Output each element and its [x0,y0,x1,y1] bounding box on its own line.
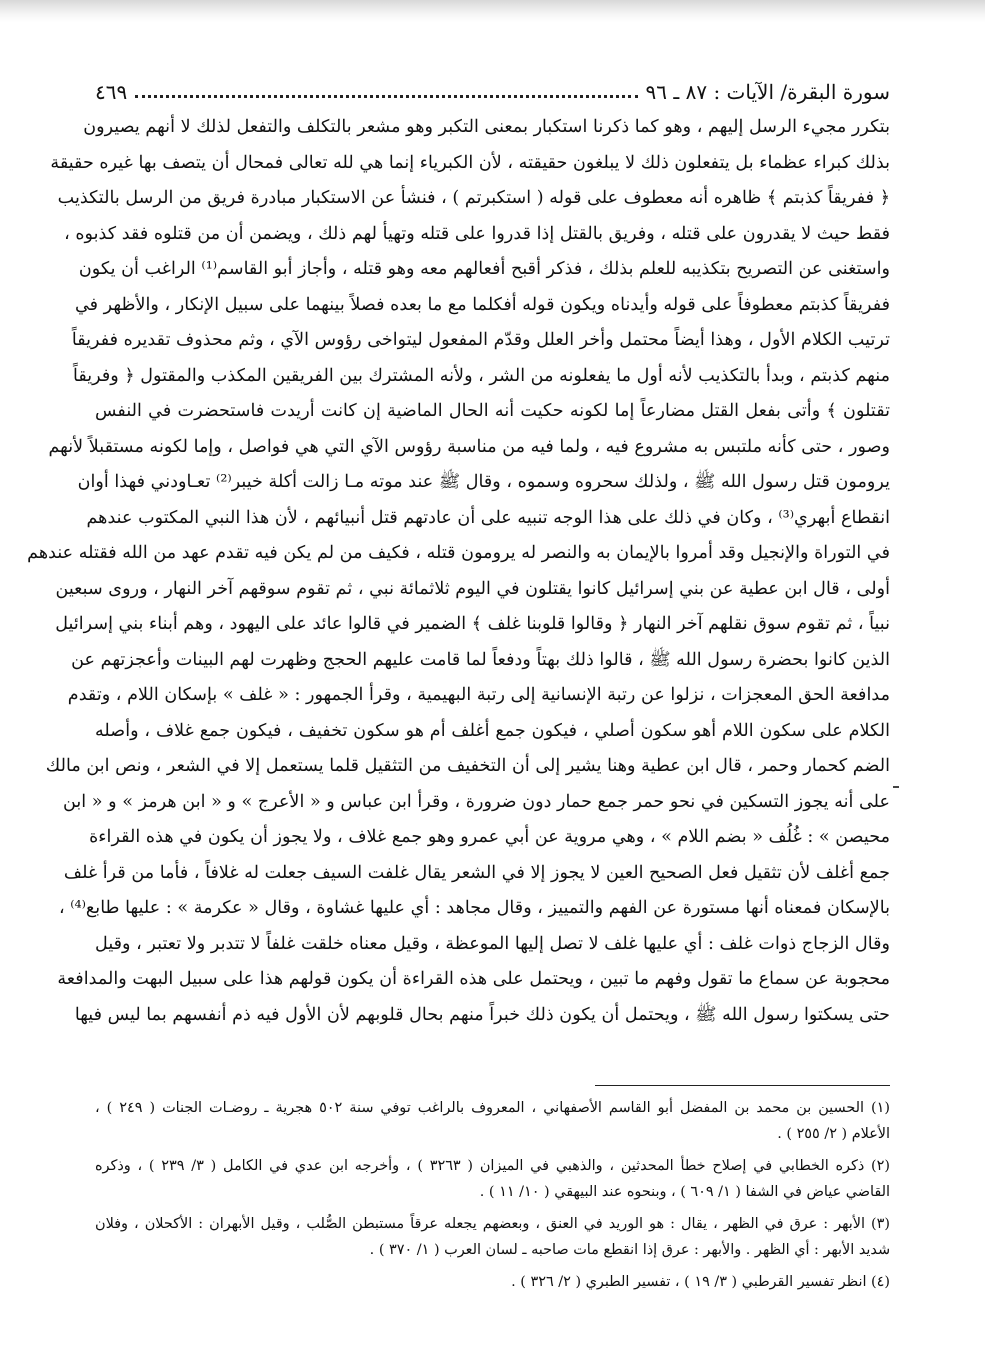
body-line: الكلام على سكون اللام أهو سكون أصلي ، فيكون جمع أغلف أم هو سكون تخفيف ، فيكون جمع غلاف ، وأصله [95,720,890,741]
body-line: جمع أغلف لأن تثقيل فعل الصحيح العين لا يجوز إلا في الشعر يقال غلفت السيف جعلت له غلافاً ، فأما من قرأ غلف [63,862,890,883]
footnote-line: القاضي عياض في الشفا ( ١/ ٦٠٩ ) ، وبنحوه عند البيهقي ( ١٠/ ١١ ) . [479,1184,890,1200]
body-line: ففريقاً كذبتم معطوفاً على قوله وأيدناه ويكون قوله أفكلما مع ما بعده فصلاً بينهما على سبيل الإنكار ، والأظهر في [75,294,890,315]
body-line: حتى يسكتوا رسول الله ﷺ ، ويحتمل أن يكون ذلك خبراً منهم بحال قلوبهم لأن الأول فيه ذم أنفسهم بما ليس فيها [74,1004,890,1025]
body-line: ﴿ ففريقاً كذبتم ﴾ ظاهره أنه معطوف على قوله ( استكبرتم ) ، فنشأ عن الاستكبار مبادرة فريق من الرسل بالتكذيب [57,188,890,208]
body-line: نبياً ، ثم تقوم سوق نقلهم آخر النهار ﴿ وقالوا قلوبنا غلف ﴾ الضمير في قالوا عائد على اليهود ، وهم أبناء بني إسرائيل [55,614,890,634]
footnote-2 [95,1153,890,1205]
footnote-separator [595,1085,890,1086]
footnote-line: (٤) انظر تفسير القرطبي ( ٣/ ١٩ ) ، تفسير الطبري ( ٢/ ٣٢٦ ) . [511,1274,890,1290]
body-line: ترتيب الكلام الأول ، وهذا أيضاً محتمل وأخر العلل وقدّم المفعول ليتواخى رؤوس الآي ، وثم محذوف تقديره ففريقاً [71,330,890,350]
body-line: مدافعة الحق المعجزات ، نزلوا عن رتبة الإنسانية إلى رتبة البهيمية ، وقرأ الجمهور : « غلف » بإسكان اللام ، وتقدم [67,685,890,705]
footnotes [95,1095,890,1295]
footnote-3 [95,1211,890,1263]
scan-top-edge [0,0,985,22]
footnote-line: الأعلام ( ٢/ ٢٥٥ ) . [777,1126,890,1142]
body-line: الذين كانوا بحضرة رسول الله ﷺ ، قالوا ذلك بهتاً ودفعاً لما قامت عليهم الحجج وظهرت لهم البينات وأعجزتهم عن [71,649,890,670]
body-line: في التوراة والإنجيل وقد أمروا بالإيمان به والنصر له يرومون قتله ، فكيف من لم يكن فيه تقدم عهد من الله فقتله عندهم [27,543,890,563]
tafsir-body [27,110,890,1033]
body-line: بذلك كبراء عظماء بل يتفعلون ذلك لا يبلغون حقيقته ، لأن الكبرياء إنما هي لله تعالى فمحال أن يتصف بها غيره حقيقة [50,152,890,173]
body-line: محجوبة عن سماع ما تقول وفهم ما تبين ، ويحتمل على هذه القراءة أن يكون قولهم هذا على سبيل البهت والمدافعة [57,969,890,989]
body-line: فقط حيث لا يقدرون على قتله ، وفريق بالقتل إذا قدروا على قتله وتهيأ لهم ذلك ، ويضمن أن من قتلوه فقد كذبوه ، [64,223,890,244]
body-line: تقتلون ﴾ وأتى بفعل القتل مضارعاً إما لكونه حكيت أنه الحال الماضية إن كانت أريدت فاستحضرت في النفس [95,401,890,421]
footnote-line: (١) الحسين بن محمد بن المفضل أبو القاسم الأصفهاني ، المعروف بالراغب توفي سنة ٥٠٢ هجرية ـ روضـات الجنات ( ٢٤٩ ) ، [95,1100,890,1116]
body-line: بتكرر مجيء الرسل إليهم ، وهو كما ذكرنا استكبار بمعنى التكبر وهو مشعر بالتكلف والتفعل لذلك لا أنهم يصيرون [83,117,890,137]
margin-mark [893,786,899,788]
footnote-1 [95,1095,890,1147]
body-line: محيصن » : غُلُف « بضم اللام » ، وهي مروية عن أبي عمرو وهو جمع غلاف ، ولا يجوز أن يكون في هذه القراءة [89,827,890,847]
body-line: يرومون قتل رسول الله ﷺ ، ولذلك سحروه وسموه ، وقال ﷺ عند موته مـا زالت أكلة خيبر⁽²⁾ تعـاودني فهذا أوان [77,472,890,492]
body-line: منهم كذبتم ، وبدأ بالتكذيب لأنه أول ما يفعلونه من الشر ، ولأنه المشترك بين الفريقين المكذب والمقتول ﴿ وفريقاً [72,365,890,386]
footnote-4 [95,1269,890,1295]
body-line: وصور ، حتى كأنه ملتبس به مشروع فيه ، ولما فيه من مناسبة رؤوس الآي التي هي فواصل ، وإما لكونه مستقبلاً لأنهم [48,436,890,457]
running-header [95,74,890,104]
page-number: ٤٦٩ [95,80,128,104]
body-line: انقطاع أبهري⁽³⁾ ، وكان في ذلك على هذا الوجه تنبيه على أن عادتهم قتل أنبيائهم ، لأن هذا النبي المكتوب عندهم [86,507,890,528]
body-line: على أنه يجوز التسكين في نحو حمر جمع حمار دون ضرورة ، وقرأ ابن عباس و « الأعرج » و « ابن هرمز » و « ابن [63,791,890,812]
surah-verses-title: سورة البقرة/ الآيات : ٨٧ ـ ٩٦ [645,80,890,104]
body-line: واستغنى عن التصريح بتكذيبه للعلم بذلك ، فذكر أقبح أفعالهم معه وهو قتله ، وأجاز أبو القاسم⁽¹⁾ الراغب أن يكون [78,259,890,279]
leader-dots [135,94,637,98]
body-line: وقال الزجاج ذوات غلف : أي عليها غلف لا تصل إليها الموعظة ، وقيل معناه خلقت غلفاً لا تتدبر ولا تعتبر ، وقيل [95,933,890,954]
footnote-line: (٣) الأبهر : عرق في الظهر ، يقال : هو الوريد في العنق ، وبعضهم يجعله عرقاً مستبطن الصُّلب ، وقيل الأبهران : الأكحلان ، وفلان [95,1216,890,1232]
body-line: أولى ، قال ابن عطية عن بني إسرائيل كانوا يقتلون في اليوم ثلاثمائة نبي ، ثم تقوم سوقهم آخر النهار ، وروى سبعين [55,578,890,599]
body-line: الضم كحمار وحمر ، قال ابن عطية وهنا يشير إلى أن التخفيف من التثقيل قلما يستعمل إلا في الشعر ، ونص ابن مالك [45,756,890,776]
footnote-line: (٢) ذكره الخطابي في إصلاح خطأ المحدثين ، والذهبي في الميزان ( ٣٢٦٣ ) ، وأخرجه ابن عدي في الكامل ( ٣/ ٢٣٩ ) ، وذكره [95,1158,890,1174]
footnote-line: شديد الأبهر : أي الظهر . والأبهر : عرق إذا انقطع مات صاحبه ـ لسان العرب ( ١/ ٣٧٠ ) . [369,1242,890,1258]
body-line: بالإسكان فمعناه أنها مستورة عن الفهم والتمييز ، وقال مجاهد : أي عليها غشاوة ، وقال « عكرمة » : عليها طابع⁽⁴⁾ ، [58,898,890,918]
